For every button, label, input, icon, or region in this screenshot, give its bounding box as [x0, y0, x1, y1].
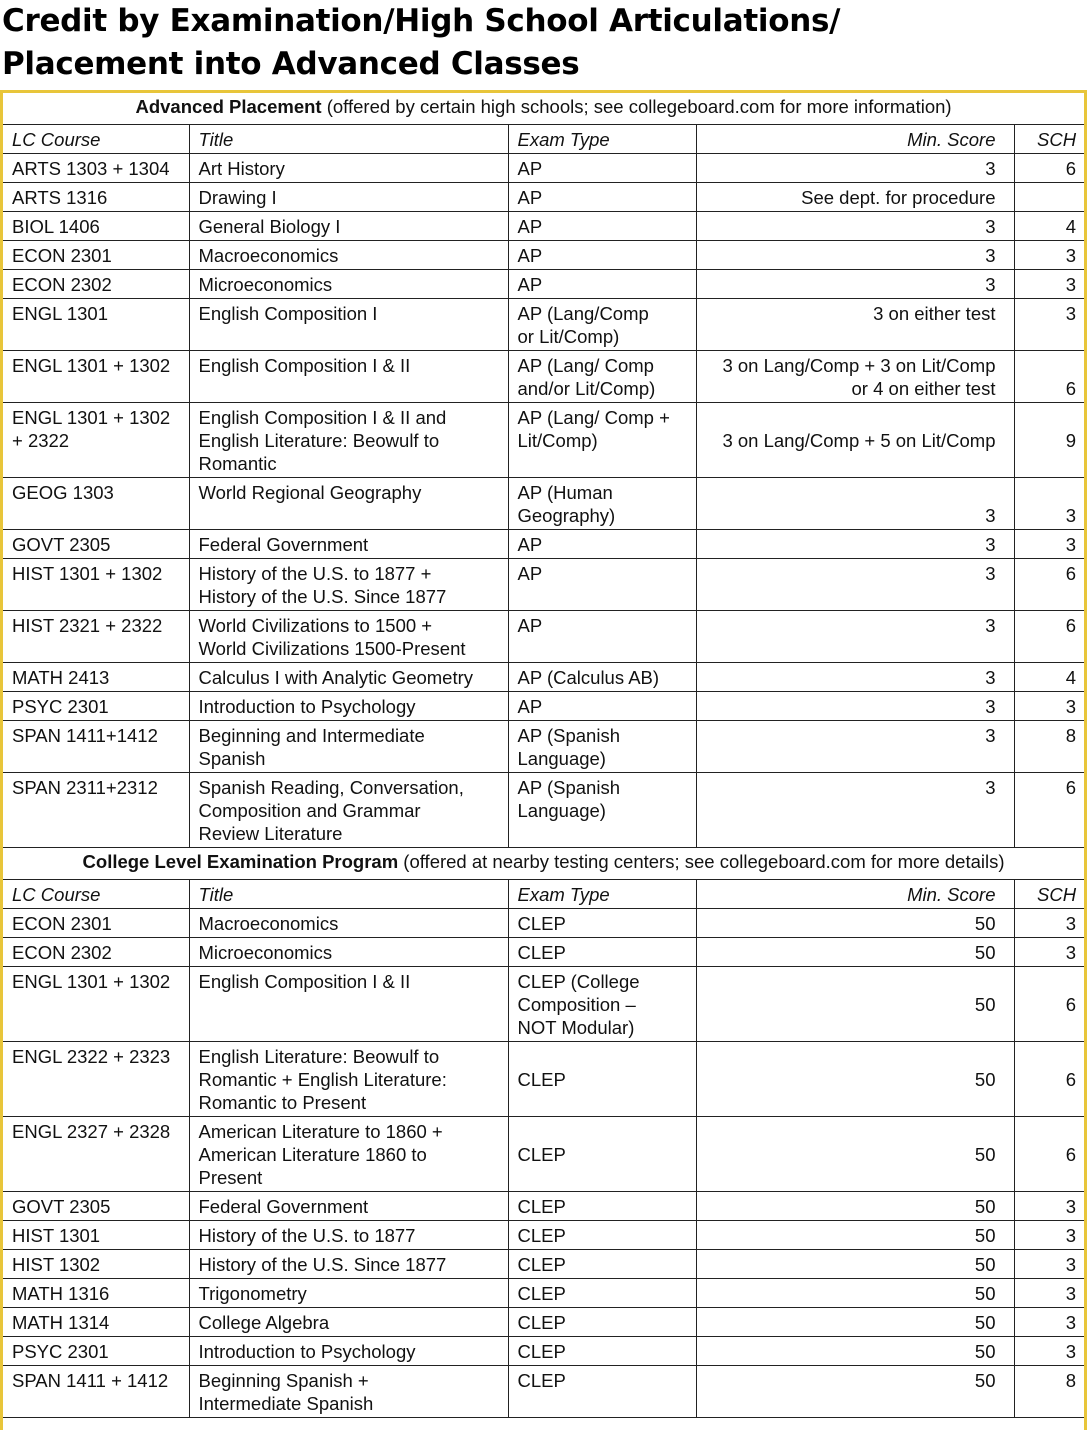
cell-title: Federal Government	[189, 1192, 508, 1221]
table-row	[3, 403, 1084, 478]
cell-min-score: 3	[696, 721, 1014, 773]
cell-sch: 4	[1014, 212, 1084, 241]
cell-title: Beginning and Intermediate Spanish	[189, 721, 508, 773]
cell-sch: 9	[1014, 403, 1084, 478]
cell-sch: 3	[1014, 1221, 1084, 1250]
cell-sch: 3	[1014, 270, 1084, 299]
cell-title: World Regional Geography	[189, 478, 508, 530]
table-row	[3, 909, 1084, 938]
col-header-title: Title	[189, 880, 508, 909]
table-row	[3, 299, 1084, 351]
table-row	[3, 270, 1084, 299]
cell-min-score: 3 on Lang/Comp + 3 on Lit/Comp or 4 on either test	[696, 351, 1014, 403]
cell-exam-type: AP (Human Geography)	[508, 478, 696, 530]
cell-min-score: 3	[696, 692, 1014, 721]
cell-lc-course: HIST 1301 + 1302	[3, 559, 189, 611]
cell-sch: 3	[1014, 692, 1084, 721]
table-row	[3, 241, 1084, 270]
cell-title: American Literature to 1860 + American Literature 1860 to Present	[189, 1117, 508, 1192]
cell-lc-course: ARTS 1303 + 1304	[3, 154, 189, 183]
cell-min-score: 50	[696, 1192, 1014, 1221]
col-header-title: Title	[189, 125, 508, 154]
cell-exam-type: AP (Lang/Comp or Lit/Comp)	[508, 299, 696, 351]
cell-sch: 8	[1014, 1366, 1084, 1418]
table-row	[3, 1192, 1084, 1221]
cell-min-score: 3	[696, 663, 1014, 692]
cell-title: Calculus I with Analytic Geometry	[189, 663, 508, 692]
cell-title: English Composition I & II	[189, 351, 508, 403]
cell-title: Art History	[189, 154, 508, 183]
cell-sch: 8	[1014, 721, 1084, 773]
cell-lc-course: MATH 2413	[3, 663, 189, 692]
cell-sch: 4	[1014, 663, 1084, 692]
table-row	[3, 478, 1084, 530]
cell-min-score: 3	[696, 611, 1014, 663]
cell-sch: 6	[1014, 1117, 1084, 1192]
cell-lc-course: SPAN 1411 + 1412	[3, 1366, 189, 1418]
credit-table-body	[3, 93, 1084, 1418]
cell-exam-type: AP	[508, 154, 696, 183]
cell-sch: 6	[1014, 1042, 1084, 1117]
cell-min-score: 50	[696, 1250, 1014, 1279]
table-frame	[0, 90, 1087, 1430]
ap-section-heading-cell	[3, 93, 1084, 125]
cell-min-score: 50	[696, 909, 1014, 938]
cell-exam-type: AP	[508, 183, 696, 212]
clep-heading-bold: College Level Examination Program	[82, 851, 399, 872]
page-title-line-2: Placement into Advanced Classes	[2, 46, 580, 82]
cell-lc-course: ECON 2302	[3, 270, 189, 299]
cell-min-score: 3	[696, 478, 1014, 530]
table-row	[3, 938, 1084, 967]
col-header-exam-type: Exam Type	[508, 880, 696, 909]
cell-lc-course: SPAN 1411+1412	[3, 721, 189, 773]
cell-lc-course: HIST 1302	[3, 1250, 189, 1279]
cell-sch: 6	[1014, 967, 1084, 1042]
table-row	[3, 1221, 1084, 1250]
cell-sch: 6	[1014, 773, 1084, 848]
cell-sch: 3	[1014, 1337, 1084, 1366]
cell-lc-course: ENGL 1301	[3, 299, 189, 351]
cell-title: English Composition I & II	[189, 967, 508, 1042]
cell-exam-type: AP	[508, 212, 696, 241]
cell-title: College Algebra	[189, 1308, 508, 1337]
page-title-line-1: Credit by Examination/High School Articulations/	[2, 3, 841, 39]
cell-sch: 3	[1014, 530, 1084, 559]
cell-title: Introduction to Psychology	[189, 692, 508, 721]
col-header-sch: SCH	[1014, 125, 1084, 154]
clep-column-headers	[3, 880, 1084, 909]
table-row	[3, 1279, 1084, 1308]
col-header-lc-course: LC Course	[3, 125, 189, 154]
cell-title: Spanish Reading, Conversation, Composition and Grammar Review Literature	[189, 773, 508, 848]
cell-lc-course: ENGL 2327 + 2328	[3, 1117, 189, 1192]
cell-exam-type: AP	[508, 270, 696, 299]
cell-lc-course: BIOL 1406	[3, 212, 189, 241]
cell-exam-type: CLEP	[508, 1221, 696, 1250]
cell-min-score: 3	[696, 212, 1014, 241]
table-row	[3, 1250, 1084, 1279]
cell-lc-course: ENGL 2322 + 2323	[3, 1042, 189, 1117]
cell-exam-type: CLEP	[508, 1366, 696, 1418]
cell-title: Macroeconomics	[189, 909, 508, 938]
cell-min-score: 50	[696, 1366, 1014, 1418]
cell-exam-type: AP	[508, 559, 696, 611]
page-title	[0, 0, 1087, 88]
cell-min-score: 3	[696, 559, 1014, 611]
cell-lc-course: HIST 2321 + 2322	[3, 611, 189, 663]
cell-lc-course: MATH 1314	[3, 1308, 189, 1337]
cell-exam-type: AP	[508, 241, 696, 270]
clep-heading-rest: (offered at nearby testing centers; see collegeboard.com for more details)	[398, 851, 1005, 872]
cell-min-score: 50	[696, 1117, 1014, 1192]
cell-min-score: 50	[696, 1221, 1014, 1250]
cell-lc-course: GOVT 2305	[3, 530, 189, 559]
cell-exam-type: AP (Lang/ Comp + Lit/Comp)	[508, 403, 696, 478]
ap-heading-rest: (offered by certain high schools; see collegeboard.com for more information)	[321, 96, 952, 117]
ap-heading-bold: Advanced Placement	[135, 96, 322, 117]
cell-min-score: 50	[696, 1279, 1014, 1308]
cell-title: Beginning Spanish + Intermediate Spanish	[189, 1366, 508, 1418]
table-row	[3, 1042, 1084, 1117]
cell-min-score: 3	[696, 270, 1014, 299]
table-row	[3, 1117, 1084, 1192]
cell-sch: 3	[1014, 938, 1084, 967]
ap-column-headers	[3, 125, 1084, 154]
cell-min-score: 3 on Lang/Comp + 5 on Lit/Comp	[696, 403, 1014, 478]
col-header-min-score: Min. Score	[696, 125, 1014, 154]
table-row	[3, 559, 1084, 611]
cell-sch: 6	[1014, 559, 1084, 611]
col-header-exam-type: Exam Type	[508, 125, 696, 154]
cell-min-score: 3	[696, 530, 1014, 559]
cell-min-score: See dept. for procedure	[696, 183, 1014, 212]
cell-exam-type: AP	[508, 692, 696, 721]
cell-exam-type: AP (Spanish Language)	[508, 721, 696, 773]
cell-sch: 3	[1014, 1279, 1084, 1308]
table-row	[3, 967, 1084, 1042]
clep-section-heading	[3, 848, 1084, 880]
cell-min-score: 50	[696, 1042, 1014, 1117]
cell-title: Macroeconomics	[189, 241, 508, 270]
cell-lc-course: PSYC 2301	[3, 1337, 189, 1366]
cell-title: Trigonometry	[189, 1279, 508, 1308]
cell-title: History of the U.S. to 1877 + History of the U.S. Since 1877	[189, 559, 508, 611]
cell-lc-course: ENGL 1301 + 1302	[3, 967, 189, 1042]
col-header-sch: SCH	[1014, 880, 1084, 909]
cell-title: Federal Government	[189, 530, 508, 559]
cell-lc-course: ECON 2301	[3, 241, 189, 270]
credit-table	[3, 93, 1084, 1418]
cell-title: World Civilizations to 1500 + World Civilizations 1500-Present	[189, 611, 508, 663]
table-row	[3, 1337, 1084, 1366]
col-header-lc-course: LC Course	[3, 880, 189, 909]
table-row	[3, 1308, 1084, 1337]
cell-exam-type: AP (Calculus AB)	[508, 663, 696, 692]
clep-section-heading-cell	[3, 848, 1084, 880]
cell-exam-type: CLEP	[508, 1192, 696, 1221]
cell-title: English Composition I	[189, 299, 508, 351]
cell-sch: 6	[1014, 154, 1084, 183]
cell-exam-type: AP (Spanish Language)	[508, 773, 696, 848]
cell-title: General Biology I	[189, 212, 508, 241]
cell-title: English Literature: Beowulf to Romantic + English Literature: Romantic to Present	[189, 1042, 508, 1117]
cell-sch: 3	[1014, 478, 1084, 530]
cell-title: Drawing I	[189, 183, 508, 212]
cell-min-score: 3	[696, 773, 1014, 848]
cell-lc-course: SPAN 2311+2312	[3, 773, 189, 848]
cell-lc-course: GOVT 2305	[3, 1192, 189, 1221]
cell-lc-course: ARTS 1316	[3, 183, 189, 212]
table-row	[3, 351, 1084, 403]
cell-sch: 3	[1014, 1192, 1084, 1221]
cell-sch: 3	[1014, 909, 1084, 938]
table-row	[3, 721, 1084, 773]
cell-title: History of the U.S. Since 1877	[189, 1250, 508, 1279]
cell-sch: 6	[1014, 351, 1084, 403]
cell-exam-type: CLEP (College Composition – NOT Modular)	[508, 967, 696, 1042]
table-row	[3, 773, 1084, 848]
cell-title: English Composition I & II and English Literature: Beowulf to Romantic	[189, 403, 508, 478]
cell-lc-course: HIST 1301	[3, 1221, 189, 1250]
table-row	[3, 154, 1084, 183]
table-row	[3, 530, 1084, 559]
cell-exam-type: CLEP	[508, 1250, 696, 1279]
cell-exam-type: CLEP	[508, 1042, 696, 1117]
cell-sch: 3	[1014, 1250, 1084, 1279]
cell-sch: 3	[1014, 299, 1084, 351]
cell-title: History of the U.S. to 1877	[189, 1221, 508, 1250]
cell-min-score: 50	[696, 1337, 1014, 1366]
table-row	[3, 1366, 1084, 1418]
cell-lc-course: ECON 2302	[3, 938, 189, 967]
cell-min-score: 3	[696, 154, 1014, 183]
table-row	[3, 212, 1084, 241]
cell-title: Microeconomics	[189, 938, 508, 967]
table-row	[3, 663, 1084, 692]
cell-sch: 6	[1014, 611, 1084, 663]
table-row	[3, 183, 1084, 212]
table-row	[3, 611, 1084, 663]
cell-exam-type: CLEP	[508, 1279, 696, 1308]
cell-sch: 3	[1014, 241, 1084, 270]
cell-exam-type: CLEP	[508, 909, 696, 938]
cell-min-score: 3 on either test	[696, 299, 1014, 351]
cell-title: Microeconomics	[189, 270, 508, 299]
cell-lc-course: ECON 2301	[3, 909, 189, 938]
cell-title: Introduction to Psychology	[189, 1337, 508, 1366]
cell-exam-type: AP (Lang/ Comp and/or Lit/Comp)	[508, 351, 696, 403]
cell-min-score: 50	[696, 1308, 1014, 1337]
cell-lc-course: ENGL 1301 + 1302	[3, 351, 189, 403]
cell-min-score: 50	[696, 967, 1014, 1042]
cell-exam-type: CLEP	[508, 938, 696, 967]
cell-sch	[1014, 183, 1084, 212]
cell-exam-type: AP	[508, 611, 696, 663]
cell-exam-type: CLEP	[508, 1308, 696, 1337]
cell-min-score: 50	[696, 938, 1014, 967]
cell-exam-type: CLEP	[508, 1337, 696, 1366]
cell-lc-course: ENGL 1301 + 1302 + 2322	[3, 403, 189, 478]
cell-lc-course: MATH 1316	[3, 1279, 189, 1308]
cell-min-score: 3	[696, 241, 1014, 270]
ap-section-heading	[3, 93, 1084, 125]
cell-exam-type: CLEP	[508, 1117, 696, 1192]
cell-sch: 3	[1014, 1308, 1084, 1337]
cell-exam-type: AP	[508, 530, 696, 559]
col-header-min-score: Min. Score	[696, 880, 1014, 909]
cell-lc-course: GEOG 1303	[3, 478, 189, 530]
cell-lc-course: PSYC 2301	[3, 692, 189, 721]
table-row	[3, 692, 1084, 721]
